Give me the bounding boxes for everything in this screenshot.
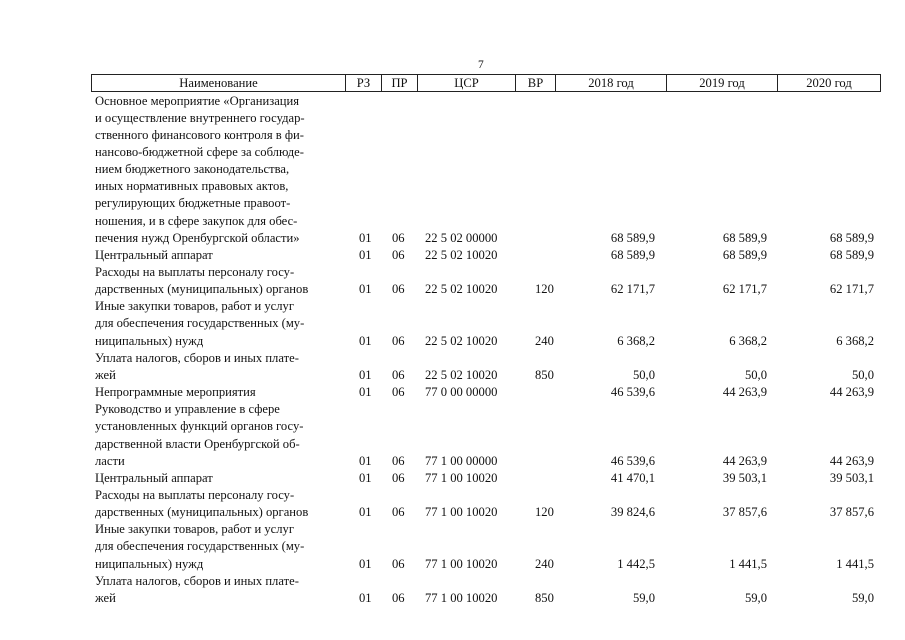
row-csr: 22 5 02 10020 xyxy=(425,282,498,297)
table-row xyxy=(0,401,905,470)
row-2019: 62 171,7 xyxy=(722,282,767,297)
row-csr: 22 5 02 10020 xyxy=(425,367,498,382)
row-name-line: нансово-бюджетной сфере за соблюде- xyxy=(95,144,304,159)
row-rz: 01 xyxy=(359,556,372,571)
row-2018: 59,0 xyxy=(632,590,655,605)
row-name xyxy=(95,401,355,470)
row-2019: 68 589,9 xyxy=(722,230,767,245)
row-csr: 77 1 00 10020 xyxy=(425,590,498,605)
row-vr: 120 xyxy=(535,282,554,297)
row-csr: 77 1 00 00000 xyxy=(425,453,498,468)
row-name xyxy=(95,384,355,401)
row-2018: 6 368,2 xyxy=(617,333,655,348)
row-2018: 41 470,1 xyxy=(610,470,655,485)
row-2020: 6 368,2 xyxy=(836,333,874,348)
row-name-line: печения нужд Оренбургской области» xyxy=(95,230,300,245)
page-number: 7 xyxy=(478,59,484,71)
row-2018: 68 589,9 xyxy=(610,247,655,262)
row-2019: 37 857,6 xyxy=(722,505,767,520)
header-pr: ПР xyxy=(381,75,417,92)
table-row xyxy=(0,298,905,349)
row-2020: 37 857,6 xyxy=(829,505,874,520)
row-csr: 77 1 00 10020 xyxy=(425,556,498,571)
table-row xyxy=(0,350,905,384)
row-pr: 06 xyxy=(392,333,405,348)
header-csr: ЦСР xyxy=(417,75,515,92)
row-rz: 01 xyxy=(359,333,372,348)
row-2020: 39 503,1 xyxy=(829,470,874,485)
row-pr: 06 xyxy=(392,282,405,297)
table-row xyxy=(0,487,905,521)
row-pr: 06 xyxy=(392,505,405,520)
row-2018: 46 539,6 xyxy=(610,385,655,400)
row-pr: 06 xyxy=(392,590,405,605)
row-name-line: Руководство и управление в сфере xyxy=(95,402,280,417)
row-2018: 39 824,6 xyxy=(610,505,655,520)
row-pr: 06 xyxy=(392,247,405,262)
row-pr: 06 xyxy=(392,230,405,245)
row-name-line: иных нормативных правовых актов, xyxy=(95,179,289,194)
row-2019: 1 441,5 xyxy=(729,556,767,571)
row-csr: 77 0 00 00000 xyxy=(425,385,498,400)
row-rz: 01 xyxy=(359,470,372,485)
row-rz: 01 xyxy=(359,230,372,245)
row-pr: 06 xyxy=(392,367,405,382)
row-name xyxy=(95,247,355,264)
row-csr: 22 5 02 10020 xyxy=(425,333,498,348)
header-vr: ВР xyxy=(515,75,555,92)
row-2019: 59,0 xyxy=(744,590,767,605)
row-2020: 68 589,9 xyxy=(829,230,874,245)
table-row xyxy=(0,384,905,401)
row-2020: 59,0 xyxy=(851,590,874,605)
row-name-line: регулирующих бюджетные правоот- xyxy=(95,196,291,211)
row-name xyxy=(95,350,355,384)
row-name-line: Расходы на выплаты персоналу госу- xyxy=(95,265,295,279)
row-2020: 44 263,9 xyxy=(829,385,874,400)
row-2019: 50,0 xyxy=(744,367,767,382)
row-rz: 01 xyxy=(359,282,372,297)
row-name-line: и осуществление внутреннего государ- xyxy=(95,110,305,125)
table-row xyxy=(0,93,905,247)
row-2020: 1 441,5 xyxy=(836,556,874,571)
row-csr: 77 1 00 10020 xyxy=(425,505,498,520)
row-name-line: ношения, и в сфере закупок для обес- xyxy=(95,213,298,228)
row-csr: 22 5 02 10020 xyxy=(425,247,498,262)
row-name-line: для обеспечения государственных (му- xyxy=(95,539,305,554)
header-rz: РЗ xyxy=(345,75,381,92)
table-row xyxy=(0,470,905,487)
row-name-line: нием бюджетного законодательства, xyxy=(95,162,290,177)
row-2020: 50,0 xyxy=(851,367,874,382)
row-name-line: дарственных (муниципальных) органов xyxy=(95,505,309,520)
row-2018: 1 442,5 xyxy=(617,556,655,571)
row-rz: 01 xyxy=(359,453,372,468)
row-name-line: для обеспечения государственных (му- xyxy=(95,316,305,331)
row-name xyxy=(95,298,355,349)
row-vr: 850 xyxy=(535,590,554,605)
row-name xyxy=(95,264,355,298)
row-2019: 44 263,9 xyxy=(722,453,767,468)
row-name-line: Уплата налогов, сборов и иных плате- xyxy=(95,573,299,588)
row-name-line: Уплата налогов, сборов и иных плате- xyxy=(95,350,299,365)
row-name-line: дарственной власти Оренбургской об- xyxy=(95,436,300,451)
table-row xyxy=(0,573,905,607)
row-rz: 01 xyxy=(359,590,372,605)
row-name-line: Основное мероприятие «Организация xyxy=(95,93,300,108)
table-row xyxy=(0,264,905,298)
row-name xyxy=(95,470,355,487)
row-name xyxy=(95,521,355,572)
row-2018: 50,0 xyxy=(632,367,655,382)
row-rz: 01 xyxy=(359,385,372,400)
header-2020: 2020 год xyxy=(777,75,881,92)
row-name-line: Иные закупки товаров, работ и услуг xyxy=(95,522,295,537)
row-vr: 240 xyxy=(535,333,554,348)
row-name-line: дарственных (муниципальных) органов xyxy=(95,282,309,297)
row-2018: 62 171,7 xyxy=(610,282,655,297)
row-2020: 62 171,7 xyxy=(829,282,874,297)
row-vr: 240 xyxy=(535,556,554,571)
row-name-line: Иные закупки товаров, работ и услуг xyxy=(95,299,295,314)
row-name xyxy=(95,487,355,521)
row-2019: 6 368,2 xyxy=(729,333,767,348)
row-name xyxy=(95,93,355,247)
row-vr: 120 xyxy=(535,505,554,520)
row-name-line: ниципальных) нужд xyxy=(95,556,204,571)
row-rz: 01 xyxy=(359,505,372,520)
row-pr: 06 xyxy=(392,556,405,571)
row-2019: 68 589,9 xyxy=(722,247,767,262)
row-name-line: Непрограммные мероприятия xyxy=(95,385,256,400)
row-csr: 22 5 02 00000 xyxy=(425,230,498,245)
row-rz: 01 xyxy=(359,247,372,262)
row-2019: 44 263,9 xyxy=(722,385,767,400)
row-name-line: ласти xyxy=(95,453,125,468)
table-row xyxy=(0,247,905,264)
row-name-line: жей xyxy=(95,590,116,605)
row-2018: 46 539,6 xyxy=(610,453,655,468)
row-name-line: жей xyxy=(95,367,116,382)
row-name-line: Расходы на выплаты персоналу госу- xyxy=(95,487,295,502)
header-2019: 2019 год xyxy=(666,75,777,92)
row-2020: 68 589,9 xyxy=(829,247,874,262)
row-name-line: установленных функций органов госу- xyxy=(95,419,304,434)
row-rz: 01 xyxy=(359,367,372,382)
row-2018: 68 589,9 xyxy=(610,230,655,245)
header-name: Наименование xyxy=(91,75,345,92)
row-csr: 77 1 00 10020 xyxy=(425,470,498,485)
header-2018: 2018 год xyxy=(555,75,666,92)
row-name-line: ственного финансового контроля в фи- xyxy=(95,127,304,142)
row-pr: 06 xyxy=(392,385,405,400)
row-pr: 06 xyxy=(392,470,405,485)
row-pr: 06 xyxy=(392,453,405,468)
row-name xyxy=(95,573,355,607)
row-2019: 39 503,1 xyxy=(722,470,767,485)
row-name-line: ниципальных) нужд xyxy=(95,333,204,348)
row-vr: 850 xyxy=(535,367,554,382)
row-name-line: Центральный аппарат xyxy=(95,470,213,485)
row-name-line: Центральный аппарат xyxy=(95,247,213,262)
row-2020: 44 263,9 xyxy=(829,453,874,468)
table-row xyxy=(0,521,905,572)
